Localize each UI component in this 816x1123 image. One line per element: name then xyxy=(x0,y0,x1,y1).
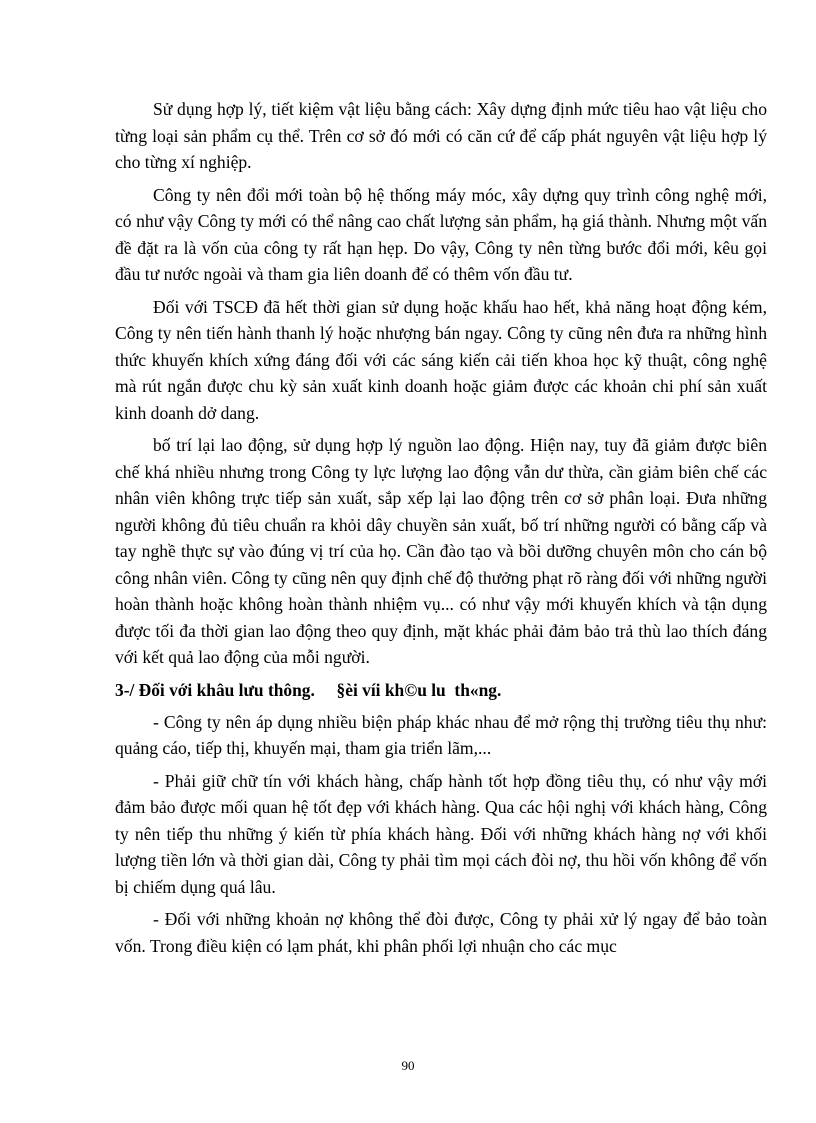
paragraph-material-savings: Sử dụng hợp lý, tiết kiệm vật liệu bằng cách: Xây dựng định mức tiêu hao vật liệu cho từng loại sản phẩm cụ thể. Trên cơ sở đó mới có căn cứ để cấp phát nguyên vật liệu hợp lý cho từng xí nghiệp. xyxy=(115,99,767,172)
paragraph-customer-relations: - Phải giữ chữ tín với khách hàng, chấp hành tốt hợp đồng tiêu thụ, có như vậy mới đảm bảo được mối quan hệ tốt đẹp với khách hàng. Qua các hội nghị với khách hàng, Công ty nên tiếp thu những ý kiến từ phía khách hàng. Đối với những khách hàng nợ với khối lượng tiền lớn và thời gian dài, Công ty phải tìm mọi cách đòi nợ, thu hồi vốn không để vốn bị chiếm dụng quá lâu. xyxy=(115,770,767,897)
paragraph-equipment-renewal: Công ty nên đổi mới toàn bộ hệ thống máy móc, xây dựng quy trình công nghệ mới, có như vậy Công ty mới có thể nâng cao chất lượng sản phẩm, hạ giá thành. Nhưng một vấn đề đặt ra là vốn của công ty rất hạn hẹp. Do vậy, Công ty nên từng bước đổi mới, kêu gọi đầu tư nước ngoài và tham gia liên doanh để có thêm vốn đầu tư. xyxy=(115,184,767,284)
paragraph-bad-debts: - Đối với những khoản nợ không thể đòi được, Công ty phải xử lý ngay để bảo toàn vốn. Trong điều kiện có lạm phát, khi phân phối lợi nhuận cho các mục xyxy=(115,909,767,956)
page-body xyxy=(115,96,767,965)
paragraph-labor-arrangement: bố trí lại lao động, sử dụng hợp lý nguồn lao động. Hiện nay, tuy đã giảm được biên chế khá nhiều nhưng trong Công ty lực lượng lao động vẫn dư thừa, cần giảm biên chế các nhân viên không trực tiếp sản xuất, sắp xếp lại lao động trên cơ sở phân loại. Đưa những người không đủ tiêu chuẩn ra khỏi dây chuyền sản xuất, bố trí những người có bằng cấp và tay nghề thực sự vào đúng vị trí của họ. Cần đào tạo và bồi dưỡng chuyên môn cho cán bộ công nhân viên. Công ty cũng nên quy định chế độ thưởng phạt rõ ràng đối với những người hoàn thành hoặc không hoàn thành nhiệm vụ... có như vậy mới khuyến khích và tận dụng được tối đa thời gian lao động theo quy định, mặt khác phải đảm bảo trả thù lao thích đáng với kết quả lao động của mỗi người. xyxy=(115,435,767,667)
page-number: 90 xyxy=(401,1058,415,1073)
paragraph-fixed-assets: Đối với TSCĐ đã hết thời gian sử dụng hoặc khấu hao hết, khả năng hoạt động kém, Công ty nên tiến hành thanh lý hoặc nhượng bán ngay. Công ty cũng nên đưa ra những hình thức khuyến khích xứng đáng đối với các sáng kiến cải tiến khoa học kỹ thuật, công nghệ mà rút ngắn được chu kỳ sản xuất kinh doanh hoặc giảm được các khoản chi phí sản xuất kinh doanh dở dang. xyxy=(115,296,767,423)
paragraph-market-expansion: - Công ty nên áp dụng nhiều biện pháp khác nhau để mở rộng thị trường tiêu thụ như: quảng cáo, tiếp thị, khuyến mại, tham gia triển lãm,... xyxy=(115,711,767,758)
section-heading: 3-/ Đối với khâu lưu thông. §èi víi kh©u lu th«ng. xyxy=(115,679,502,700)
